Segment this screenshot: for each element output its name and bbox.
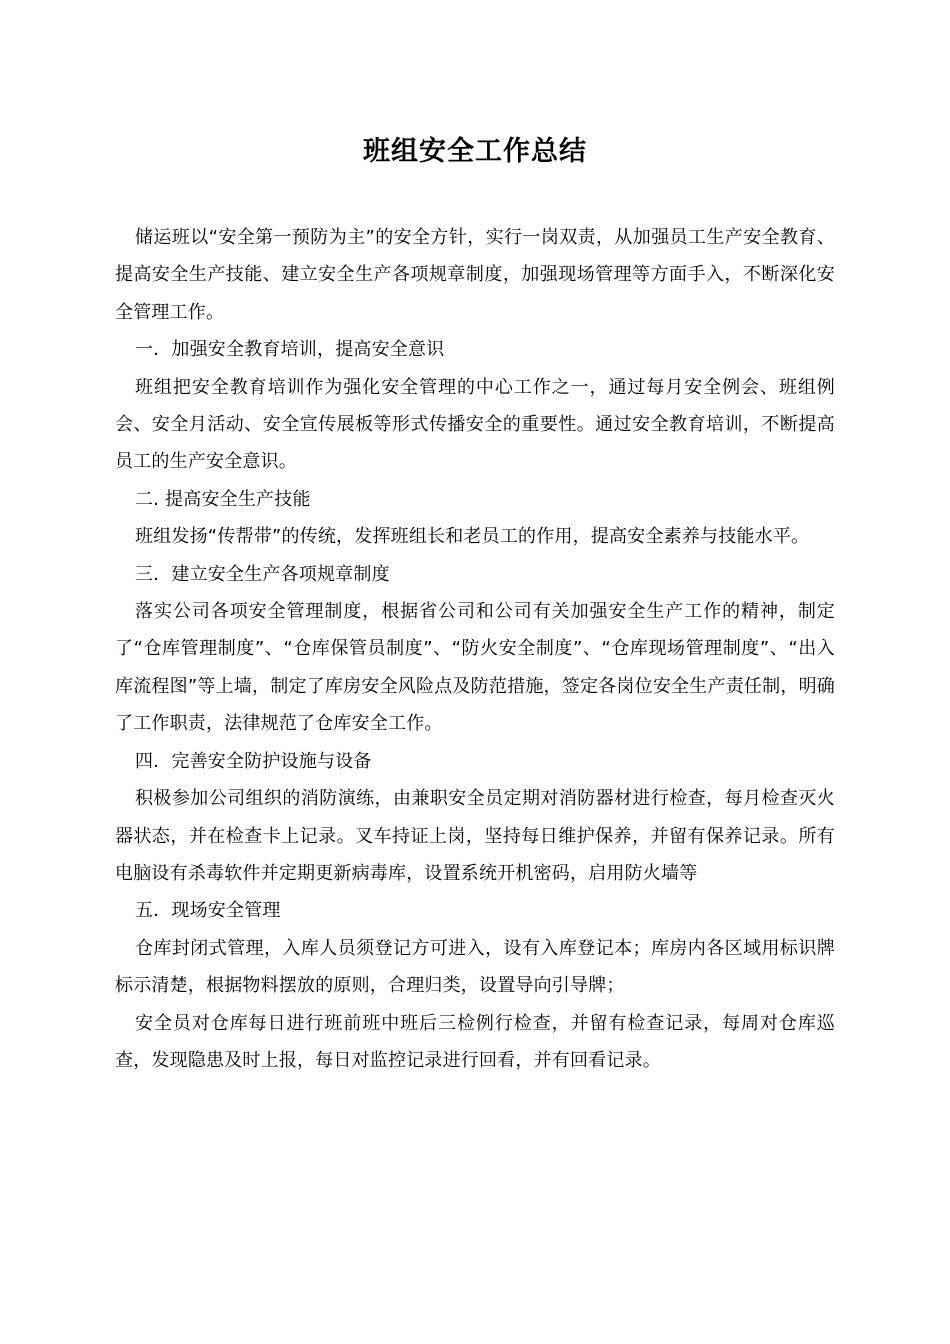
section-1-paragraph: 班组把安全教育培训作为强化安全管理的中心工作之一，通过每月安全例会、班组例会、安全月活动、安全宣传展板等形式传播安全的重要性。通过安全教育培训，不断提高员工的生产安全意识。 [115,376,835,473]
section-3-paragraph: 落实公司各项安全管理制度，根据省公司和公司有关加强安全生产工作的精神，制定了“仓库管理制度”、“仓库保管员制度”、“防火安全制度”、“仓库现场管理制度”、“出入库流程图”等上墙，制定了库房安全风险点及防范措施，签定各岗位安全生产责任制，明确了工作职责，法律规范了仓库安全工作。 [115,601,835,735]
section-4-heading: 四．完善安全防护设施与设备 [135,750,372,772]
section-1-heading: 一．加强安全教育培训，提高安全意识 [135,339,445,361]
section-5-paragraph-2: 安全员对仓库每日进行班前班中班后三检例行检查，并留有检查记录，每周对仓库巡查，发现隐患及时上报，每日对监控记录进行回看，并有回看记录。 [115,1012,835,1071]
section-2-paragraph: 班组发扬“传帮带”的传统，发挥班组长和老员工的作用，提高安全素养与技能水平。 [135,526,810,548]
intro-paragraph: 储运班以“安全第一预防为主”的安全方针，实行一岗双责，从加强员工生产安全教育、提高安全生产技能、建立安全生产各项规章制度，加强现场管理等方面手入，不断深化安全管理工作。 [115,227,835,323]
section-5-heading: 五．现场安全管理 [135,900,281,922]
document-body [115,219,835,1079]
document-title: 班组安全工作总结 [363,136,587,167]
section-3-heading: 三．建立安全生产各项规章制度 [135,563,390,585]
section-2-heading: 二. 提高安全生产技能 [135,488,311,510]
section-4-paragraph: 积极参加公司组织的消防演练，由兼职安全员定期对消防器材进行检查，每月检查灭火器状态，并在检查卡上记录。叉车持证上岗，坚持每日维护保养，并留有保养记录。所有电脑设有杀毒软件并定期更新病毒库，设置系统开机密码，启用防火墙等 [115,788,835,884]
section-5-paragraph-1: 仓库封闭式管理，入库人员须登记方可进入，设有入库登记本；库房内各区域用标识牌标示清楚，根据物料摆放的原则，合理归类，设置导向引导牌； [115,937,835,997]
